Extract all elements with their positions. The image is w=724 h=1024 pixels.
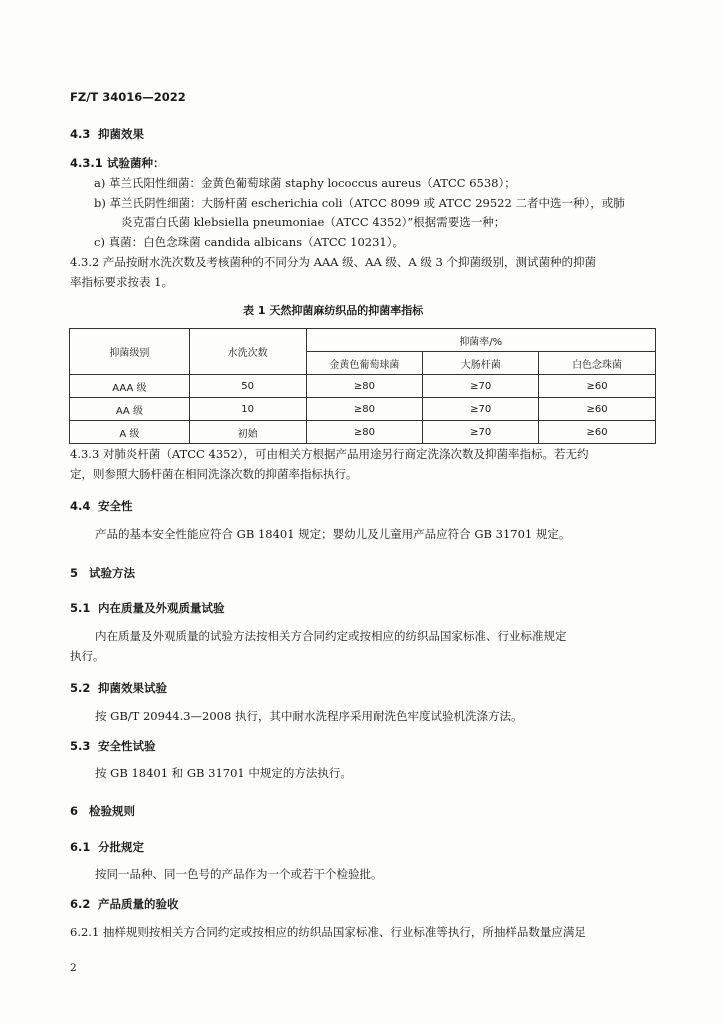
section-6-number: 6 xyxy=(70,804,79,818)
section-6-1-body: 按同一品种、同一色号的产品作为一个或若干个检验批。 xyxy=(95,867,383,881)
section-5-1-title: 内在质量及外观质量试验 xyxy=(98,601,225,615)
section-5-3-title: 安全性试验 xyxy=(98,739,156,753)
table-caption: 表 1 天然抑菌麻纺织品的抑菌率指标 xyxy=(243,304,424,317)
cell-rate-2: ≥70 xyxy=(423,398,539,421)
section-4-4-body: 产品的基本安全性能应符合 GB 18401 规定；婴幼儿及儿童用产品应符合 GB 31701 规定。 xyxy=(95,527,571,541)
cell-grade: AAA 级 xyxy=(70,375,190,398)
section-4-3-1-number: 4.3.1 xyxy=(70,156,103,170)
section-5-1-line2: 执行。 xyxy=(70,649,105,663)
section-6-1-title: 分批规定 xyxy=(98,840,144,854)
cell-rate-1: ≥80 xyxy=(306,421,423,444)
section-5-2-title: 抑菌效果试验 xyxy=(98,681,167,695)
section-5-title: 试验方法 xyxy=(89,566,135,580)
cell-rate-3: ≥60 xyxy=(539,398,656,421)
table-row xyxy=(70,375,656,398)
header-staphylococcus: 金黄色葡萄球菌 xyxy=(306,352,423,375)
section-5-3-number: 5.3 xyxy=(70,739,91,753)
section-5-1-number: 5.1 xyxy=(70,601,91,615)
section-4-3-1-title: 试验菌种： xyxy=(107,156,165,170)
section-5-number: 5 xyxy=(70,566,79,580)
cell-grade: AA 级 xyxy=(70,398,190,421)
section-4-3-3-line2: 定，则参照大肠杆菌在相同洗涤次数的抑菌率指标执行。 xyxy=(70,467,358,481)
cell-rate-2: ≥70 xyxy=(423,375,539,398)
cell-rate-1: ≥80 xyxy=(306,375,423,398)
header-wash-count: 水洗次数 xyxy=(189,329,306,375)
cell-rate-1: ≥80 xyxy=(306,398,423,421)
section-4-3-number: 4.3 xyxy=(70,127,91,141)
section-5-2-number: 5.2 xyxy=(70,681,91,695)
cell-grade: A 级 xyxy=(70,421,190,444)
list-item-c: c) 真菌：白色念珠菌 candida albicans（ATCC 10231）。 xyxy=(94,235,404,249)
cell-wash: 50 xyxy=(189,375,306,398)
cell-wash: 初始 xyxy=(189,421,306,444)
header-e-coli: 大肠杆菌 xyxy=(423,352,539,375)
section-4-4-title: 安全性 xyxy=(98,499,133,513)
list-item-b-line1: b) 革兰氏阴性细菌：大肠杆菌 escherichia coli（ATCC 8099 或 ATCC 29522 二者中选一种），或肺 xyxy=(94,196,625,210)
header-candida: 白色念珠菌 xyxy=(539,352,656,375)
section-4-4-number: 4.4 xyxy=(70,499,91,513)
section-4-3-title: 抑菌效果 xyxy=(98,127,144,141)
cell-rate-3: ≥60 xyxy=(539,421,656,444)
section-4-3-3-line1: 4.3.3 对肺炎杆菌（ATCC 4352），可由相关方根据产品用途另行商定洗涤次数及抑菌率指标。若无约 xyxy=(70,447,589,461)
inhibition-rate-table xyxy=(69,328,656,444)
page-number: 2 xyxy=(70,962,77,974)
section-6-2-number: 6.2 xyxy=(70,897,91,911)
cell-rate-2: ≥70 xyxy=(423,421,539,444)
section-6-2-title: 产品质量的验收 xyxy=(98,897,179,911)
cell-rate-3: ≥60 xyxy=(539,375,656,398)
list-item-a: a) 革兰氏阳性细菌：金黄色葡萄球菌 staphy lococcus aureus（ATCC 6538）； xyxy=(94,176,516,190)
header-inhibition-rate: 抑菌率/% xyxy=(306,329,656,352)
list-item-b-line2: 炎克雷白氏菌 klebsiella pneumoniae（ATCC 4352）”根据需要选一种； xyxy=(121,215,506,229)
table-row xyxy=(70,398,656,421)
section-4-3-2-line1: 4.3.2 产品按耐水洗次数及考核菌种的不同分为 AAA 级、AA 级、A 级 3 个抑菌级别，测试菌种的抑菌 xyxy=(70,255,596,269)
section-5-1-line1: 内在质量及外观质量的试验方法按相关方合同约定或按相应的纺织品国家标准、行业标准规定 xyxy=(95,629,567,643)
section-4-3-2-line2: 率指标要求按表 1。 xyxy=(70,275,173,289)
section-6-1-number: 6.1 xyxy=(70,840,91,854)
table-row xyxy=(70,421,656,444)
standard-code: FZ/T 34016—2022 xyxy=(70,90,186,104)
section-6-2-1-line: 6.2.1 抽样规则按相关方合同约定或按相应的纺织品国家标准、行业标准等执行，所抽样品数量应满足 xyxy=(70,925,586,939)
section-5-2-body: 按 GB/T 20944.3—2008 执行，其中耐水洗程序采用耐洗色牢度试验机洗涤方法。 xyxy=(95,709,523,723)
cell-wash: 10 xyxy=(189,398,306,421)
section-5-3-body: 按 GB 18401 和 GB 31701 中规定的方法执行。 xyxy=(95,766,352,780)
header-grade: 抑菌级别 xyxy=(70,329,190,375)
section-6-title: 检验规则 xyxy=(89,804,135,818)
